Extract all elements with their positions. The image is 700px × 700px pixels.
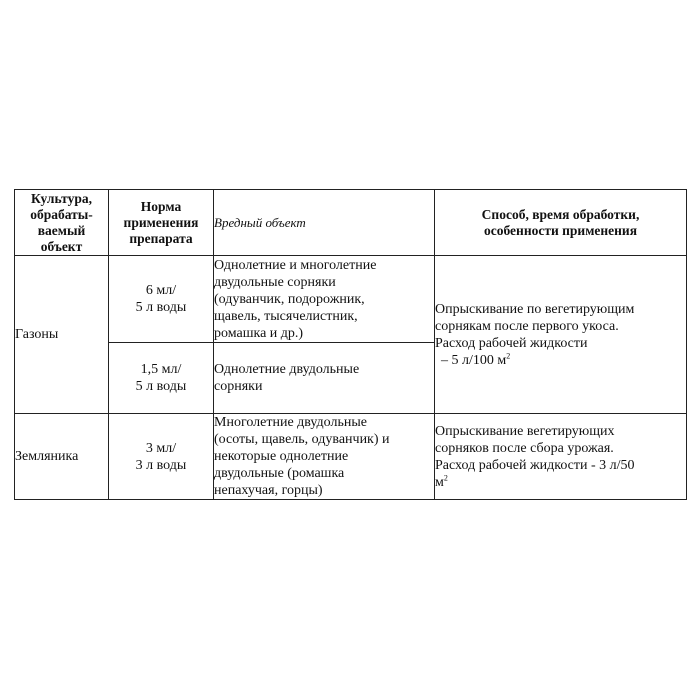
- header-norm: Норма применения препарата: [109, 190, 214, 256]
- header-method: Способ, время обработки, особенности применения: [435, 190, 687, 256]
- header-object: Вредный объект: [214, 190, 435, 256]
- table-row: [15, 256, 687, 343]
- cell-object: Многолетние двудольные (осоты, щавель, одуванчик) и некоторые однолетние двудольные (ромашка непахучая, горцы): [214, 414, 435, 500]
- table-row: [15, 414, 687, 500]
- cell-norm: 3 мл/ 3 л воды: [109, 414, 214, 500]
- cell-norm: 1,5 мл/ 5 л воды: [109, 343, 214, 414]
- header-row: [15, 190, 687, 256]
- header-crop: Культура, обрабаты- ваемый объект: [15, 190, 109, 256]
- cell-object: Однолетние двудольные сорняки: [214, 343, 435, 414]
- cell-method: Опрыскивание по вегетирующим сорнякам после первого укоса. Расход рабочей жидкости – 5 л/100 $м^2$: [435, 256, 687, 414]
- herbicide-application-table: [14, 189, 687, 500]
- consumption-rate: – 5 л/100 $м^2$: [441, 350, 511, 368]
- cell-method: Опрыскивание вегетирующих сорняков после сбора урожая. Расход рабочей жидкости - 3 л/50 $м^2$: [435, 414, 687, 500]
- cell-norm: 6 мл/ 5 л воды: [109, 256, 214, 343]
- consumption-rate: $м^2$: [435, 472, 448, 490]
- cell-crop: Газоны: [15, 256, 109, 414]
- cell-object: Однолетние и многолетние двудольные сорняки (одуванчик, подорожник, щавель, тысячелистник, ромашка и др.): [214, 256, 435, 343]
- cell-crop: Земляника: [15, 414, 109, 500]
